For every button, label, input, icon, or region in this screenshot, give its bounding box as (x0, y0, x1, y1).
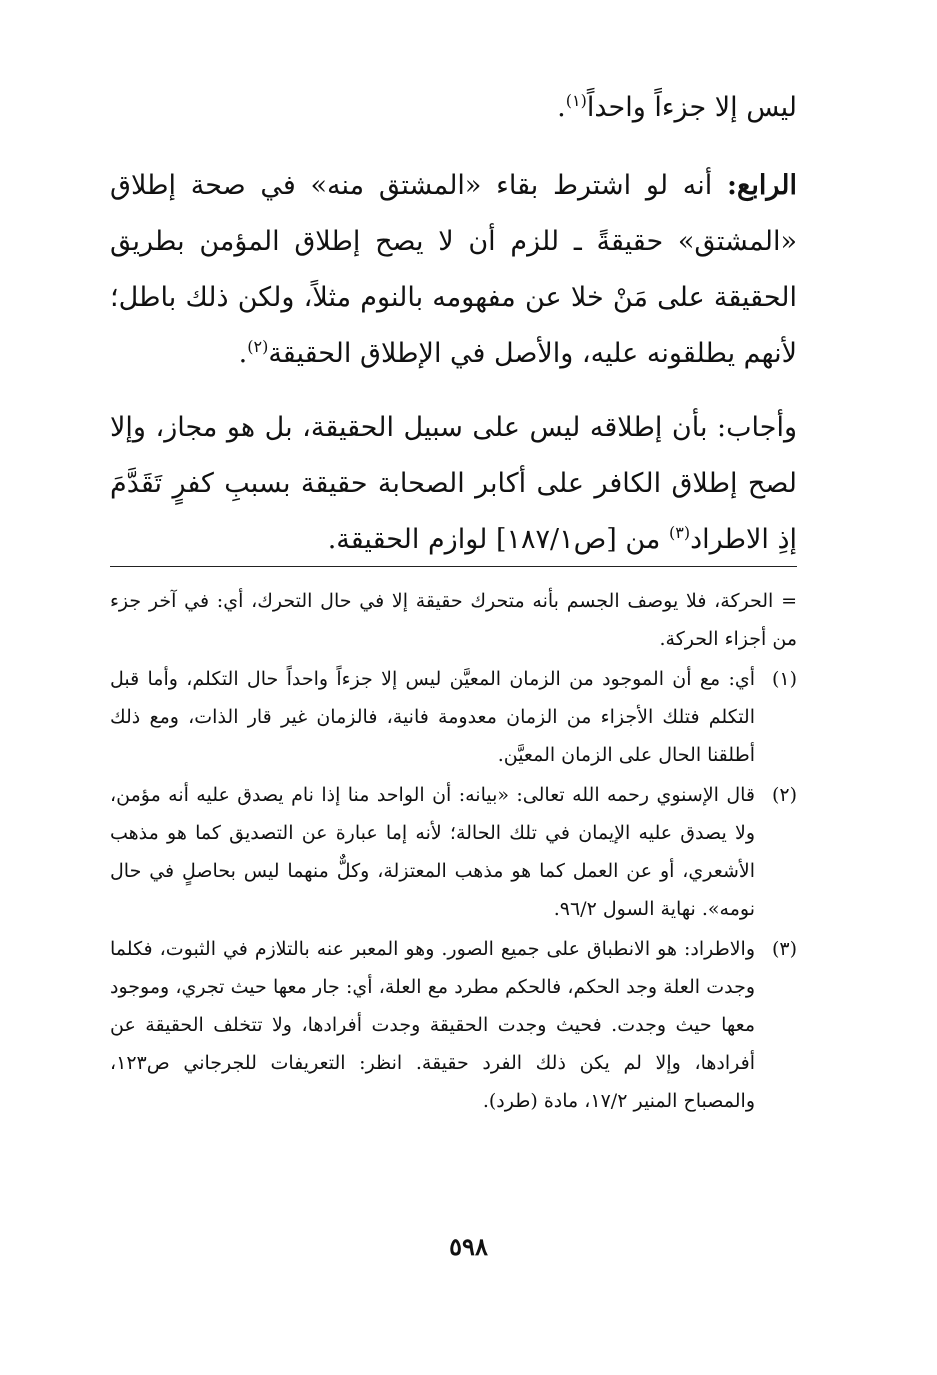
footnote-2 (110, 776, 797, 928)
paragraph-lead: الرابع: (727, 170, 797, 201)
footnote-ref-2[interactable]: (٢) (247, 337, 269, 356)
paragraph-text: أنه لو اشترط بقاء «المشتق منه» في صحة إطلاق «المشتق» حقيقةً ـ للزم أن لا يصح إطلاق المؤمن بطريق الحقيقة على مَنْ خلا عن مفهومه بالنوم مثلاً، ولكن ذلك باطل؛ لأنهم يطلقونه عليه، والأصل في الإطلاق الحقيقة (110, 170, 797, 369)
footnote-text: أي: مع أن الموجود من الزمان المعيَّن ليس إلا جزءاً واحداً حال التكلم، وأما قبل التكلم فتلك الأجزاء من الزمان معدومة فانية، فالزمان غير قار الذات، ومع ذلك أطلقنا الحال على الزمان المعيَّن. (110, 668, 755, 766)
footnote-number: (٣) (771, 938, 797, 960)
footnote-1 (110, 660, 797, 774)
paragraph-text: وأجاب: بأن إطلاقه ليس على سبيل الحقيقة، بل هو مجاز، وإلا لصح إطلاق الكافر على أكابر الصحابة حقيقة بسببِ كفرٍ تَقَدَّمَ إذِ الاطراد (110, 412, 797, 555)
footnote-text: = الحركة، فلا يوصف الجسم بأنه متحرك حقيقة إلا في حال التحرك، أي: في آخر جزء من أجزاء الحركة. (110, 590, 797, 650)
main-text (110, 80, 797, 586)
paragraph-text: من [ص١٨٧/١] لوازم الحقيقة. (327, 524, 669, 555)
paragraph-fourth (110, 158, 797, 382)
page-number: ٥٩٨ (449, 1232, 488, 1261)
footnotes (110, 582, 797, 1122)
footnote-3 (110, 930, 797, 1120)
footnote-text: قال الإسنوي رحمه الله تعالى: «بيانه: أن الواحد منا إذا نام يصدق عليه أنه مؤمن، ولا يصدق عليه الإيمان في تلك الحالة؛ لأنه إما عبارة عن التصديق كما هو مذهب الأشعري، أو عن العمل كما هو مذهب المعتزلة، وكلٌّ منهما ليس بحاصلٍ في حال نومه». نهاية السول ٩٦/٢. (110, 784, 755, 920)
paragraph-answer (110, 400, 797, 568)
paragraph-text: ليس إلا جزءاً واحداً (586, 92, 797, 123)
footnote-ref-1[interactable]: (١) (565, 91, 587, 110)
paragraph-end: . (557, 92, 566, 123)
footnote-number: (١) (771, 668, 797, 690)
footnote-text: والاطراد: هو الانطباق على جميع الصور. وهو المعبر عنه بالتلازم في الثبوت، فكلما وجدت العلة وجد الحكم، فالحكم مطرد مع العلة، أي: جار معها حيث تجري، وموجود معها حيث وجدت. فحيث وجدت الحقيقة وجدت أفرادها، ولا تتخلف الحقيقة عن أفرادها، وإلا لم يكن ذلك الفرد حقيقة. انظر: التعريفات للجرجاني ص١٢٣، والمصباح المنير ١٧/٢، مادة (طرد). (110, 938, 755, 1112)
paragraph-end: . (238, 338, 248, 369)
footnote-continuation (110, 582, 797, 658)
footnote-ref-3[interactable]: (٣) (668, 523, 691, 542)
footnote-separator (110, 566, 797, 567)
footnote-number: (٢) (771, 784, 797, 806)
paragraph-continuation (110, 80, 797, 136)
